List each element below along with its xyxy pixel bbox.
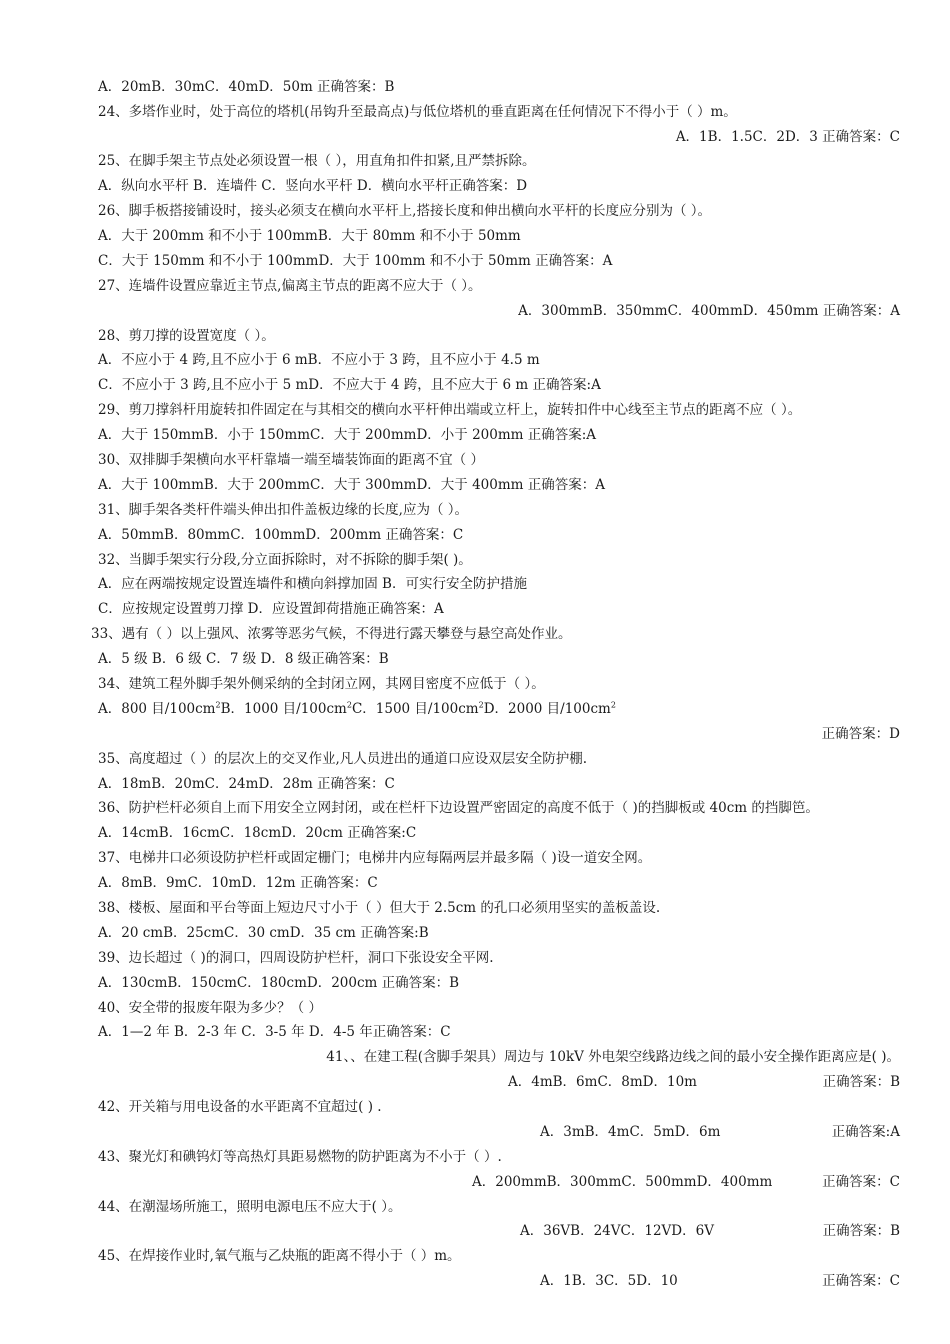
answer-line: 正确答案：C — [822, 1273, 900, 1289]
text-line: A．20mB．30mC．40mD．50m 正确答案：B — [98, 79, 395, 95]
answer-line: A．130cmB．150cmC．180cmD．200cm 正确答案：B — [98, 975, 460, 991]
answer-line: A．大于 150mmB．小于 150mmC．大于 200mmD．小于 200mm 正确答案:A — [98, 427, 597, 443]
answer-line: 正确答案：B — [822, 1223, 900, 1239]
answer-line: C．大于 150mm 和不小于 100mmD．大于 100mm 和不小于 50mm 正确答案：A — [98, 253, 613, 269]
superscript: 2 — [610, 700, 616, 710]
superscript: 2 — [346, 700, 352, 710]
superscript: 2 — [215, 700, 221, 710]
answer-line: 正确答案：C — [822, 1174, 900, 1190]
question-25: 25、在脚手架主节点处必须设置一根（ ），用直角扣件扣紧,且严禁拆除。 — [98, 153, 536, 169]
option-line — [98, 699, 616, 719]
question-45: 45、在焊接作业时,氧气瓶与乙炔瓶的距离不得小于（ ）m。 — [98, 1248, 461, 1264]
answer-line: A．18mB．20mC．24mD．28m 正确答案：C — [98, 776, 395, 792]
option-c: C．1500 目/100cm — [351, 701, 479, 717]
option-line: A．1B．3C．5D．10 — [540, 1273, 678, 1289]
option-line: A．大于 200mm 和不小于 100mmB．大于 80mm 和不小于 50mm — [98, 228, 521, 244]
question-40: 40、安全带的报废年限为多少？（ ） — [98, 1000, 322, 1016]
question-33: 33、遇有（ ）以上强风、浓雾等恶劣气候，不得进行露天攀登与悬空高处作业。 — [91, 626, 572, 642]
question-43: 43、聚光灯和碘钨灯等高热灯具距易燃物的防护距离为不小于（ ）. — [98, 1149, 502, 1165]
question-27: 27、连墙件设置应靠近主节点,偏离主节点的距离不应大于（ ）。 — [98, 278, 482, 294]
answer-line: A．1B．1.5C．2D．3 正确答案：C — [675, 129, 900, 145]
answer-line: 正确答案:A — [831, 1124, 900, 1140]
option-line: A．36VB．24VC．12VD．6V — [520, 1223, 714, 1239]
option-line: A．4mB．6mC．8mD．10m — [508, 1074, 697, 1090]
question-31: 31、脚手架各类杆件端头伸出扣件盖板边缘的长度,应为（ ）。 — [98, 502, 469, 518]
question-32: 32、当脚手架实行分段,分立面拆除时，对不拆除的脚手架( )。 — [98, 552, 472, 568]
answer-line: A．5 级 B．6 级 C．7 级 D．8 级正确答案：B — [98, 651, 389, 667]
option-d: D．2000 目/100cm — [483, 701, 611, 717]
option-a: A．800 目/100cm — [98, 701, 216, 717]
question-36: 36、防护栏杆必须自上而下用安全立网封闭，或在栏杆下边设置严密固定的高度不低于（ )的挡脚板或 40cm 的挡脚笆。 — [98, 800, 819, 816]
question-26: 26、脚手板搭接铺设时，接头必须支在横向水平杆上,搭接长度和伸出横向水平杆的长度应分别为（ ）。 — [98, 203, 712, 219]
question-37: 37、电梯井口必须设防护栏杆或固定栅门；电梯井内应每隔两层并最多隔（ )设一道安全网。 — [98, 850, 652, 866]
answer-line: A．纵向水平杆 B．连墙件 C．竖向水平杆 D．横向水平杆正确答案：D — [98, 178, 528, 194]
question-41: 41、、在建工程(含脚手架具）周边与 10kV 外电架空线路边线之间的最小安全操作距离应是( )。 — [326, 1049, 900, 1065]
question-39: 39、边长超过（ )的洞口，四周设防护栏杆，洞口下张设安全平网. — [98, 950, 494, 966]
superscript: 2 — [478, 700, 484, 710]
question-44: 44、在潮湿场所施工，照明电源电压不应大于( ）。 — [98, 1199, 402, 1215]
option-line: A．不应小于 4 跨,且不应小于 6 mB．不应小于 3 跨，且不应小于 4.5 m — [98, 352, 540, 368]
answer-line: A．50mmB．80mmC．100mmD．200mm 正确答案：C — [98, 527, 464, 543]
answer-line: 正确答案：B — [822, 1074, 900, 1090]
option-line: A．3mB．4mC．5mD．6m — [540, 1124, 721, 1140]
question-42: 42、开关箱与用电设备的水平距离不宜超过( ) . — [98, 1099, 382, 1115]
answer-line: C．不应小于 3 跨,且不应小于 5 mD．不应大于 4 跨，且不应大于 6 m 正确答案:A — [98, 377, 601, 393]
option-line: A．应在两端按规定设置连墙件和横向斜撑加固 B．可实行安全防护措施 — [98, 576, 527, 592]
question-29: 29、剪刀撑斜杆用旋转扣件固定在与其相交的横向水平杆伸出端或立杆上，旋转扣件中心线至主节点的距离不应（ ）。 — [98, 402, 802, 418]
answer-line: A．20 cmB．25cmC．30 cmD．35 cm 正确答案:B — [98, 925, 429, 941]
question-28: 28、剪刀撑的设置宽度（ ）。 — [98, 328, 275, 344]
option-line: A．200mmB．300mmC．500mmD．400mm — [472, 1174, 773, 1190]
answer-line: A．8mB．9mC．10mD．12m 正确答案：C — [98, 875, 378, 891]
answer-line: A．300mmB．350mmC．400mmD．450mm 正确答案：A — [518, 303, 900, 319]
question-35: 35、高度超过（ ）的层次上的交叉作业,凡人员进出的通道口应设双层安全防护棚. — [98, 751, 588, 767]
question-24: 24、多塔作业时，处于高位的塔机(吊钩升至最高点)与低位塔机的垂直距离在任何情况下不得小于（ ）m。 — [98, 104, 737, 120]
question-30: 30、双排脚手架横向水平杆靠墙一端至墙装饰面的距离不宜（ ） — [98, 452, 484, 468]
question-38: 38、楼板、屋面和平台等面上短边尺寸小于（ ）但大于 2.5cm 的孔口必须用坚实的盖板盖设. — [98, 900, 661, 916]
answer-line: 正确答案：D — [821, 726, 900, 742]
answer-line: A．1—2 年 B．2-3 年 C．3-5 年 D．4-5 年正确答案：C — [98, 1024, 451, 1040]
answer-line: A．大于 100mmB．大于 200mmC．大于 300mmD．大于 400mm 正确答案：A — [98, 477, 606, 493]
question-34: 34、建筑工程外脚手架外侧采纳的全封闭立网，其网目密度不应低于（ ）。 — [98, 676, 545, 692]
answer-line: A．14cmB．16cmC．18cmD．20cm 正确答案:C — [98, 825, 417, 841]
option-b: B．1000 目/100cm — [220, 701, 347, 717]
answer-line: C．应按规定设置剪刀撑 D．应设置卸荷措施正确答案：A — [98, 601, 444, 617]
